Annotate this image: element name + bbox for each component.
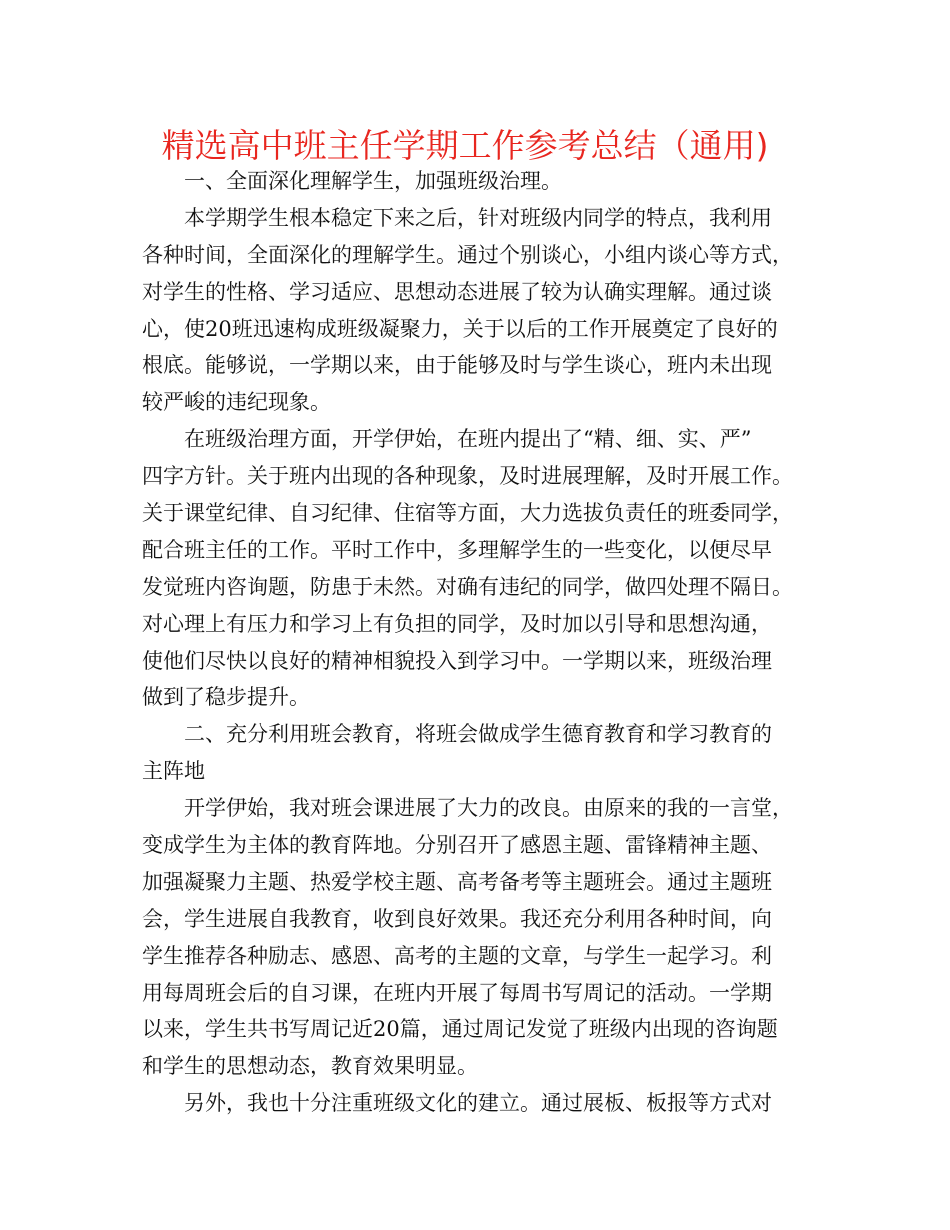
text-line: 加强凝聚力主题、热爱学校主题、高考备考等主题班会。通过主题班 — [142, 869, 772, 894]
text-line: 根底。能够说，一学期以来，由于能够及时与学生谈心，班内未出现 — [142, 353, 772, 378]
text-line: 心，使20班迅速构成班级凝聚力，关于以后的工作开展奠定了良好的 — [142, 316, 778, 341]
text-line: 对学生的性格、学习适应、思想动态进展了较为认确实理解。通过谈 — [142, 279, 772, 304]
text-line: 另外，我也十分注重班级文化的建立。通过展板、板报等方式对 — [184, 1091, 772, 1116]
text-line: 做到了稳步提升。 — [142, 685, 310, 710]
text-line: 各种时间，全面深化的理解学生。通过个别谈心，小组内谈心等方式， — [142, 242, 793, 267]
text-line: 学生推荐各种励志、感恩、高考的主题的文章，与学生一起学习。利 — [142, 943, 772, 968]
text-line: 和学生的思想动态，教育效果明显。 — [142, 1054, 478, 1079]
text-line: 本学期学生根本稳定下来之后，针对班级内同学的特点，我利用 — [184, 205, 772, 230]
text-line: 发觉班内咨询题，防患于未然。对确有违纪的同学，做四处理不隔日。 — [142, 574, 793, 599]
text-line: 配合班主任的工作。平时工作中，多理解学生的一些变化，以便尽早 — [142, 537, 772, 562]
text-line: 开学伊始，我对班会课进展了大力的改良。由原来的我的一言堂， — [184, 796, 793, 821]
text-line: 使他们尽快以良好的精神相貌投入到学习中。一学期以来，班级治理 — [142, 648, 772, 673]
text-line: 变成学生为主体的教育阵地。分别召开了感恩主题、雷锋精神主题、 — [142, 833, 772, 858]
text-line: 在班级治理方面，开学伊始，在班内提出了“精、细、实、严” — [184, 427, 752, 452]
text-line: 用每周班会后的自习课，在班内开展了每周书写周记的活动。一学期 — [142, 980, 772, 1005]
text-line: 对心理上有压力和学习上有负担的同学，及时加以引导和思想沟通， — [142, 611, 772, 636]
text-line: 一、全面深化理解学生，加强班级治理。 — [184, 169, 562, 193]
text-line: 主阵地 — [142, 759, 205, 784]
text-line: 以来，学生共书写周记近20篇，通过周记发觉了班级内出现的咨询题 — [142, 1017, 778, 1042]
document-body — [142, 163, 822, 1122]
text-line: 会，学生进展自我教育，收到良好效果。我还充分利用各种时间，向 — [142, 906, 772, 931]
text-line: 较严峻的违纪现象。 — [142, 390, 331, 415]
document-title: 精选高中班主任学期工作参考总结（通用) — [161, 126, 769, 165]
text-line: 二、充分利用班会教育，将班会做成学生德育教育和学习教育的 — [184, 722, 772, 747]
text-line: 关于课堂纪律、自习纪律、住宿等方面，大力选拔负责任的班委同学， — [142, 501, 793, 526]
text-line: 四字方针。关于班内出现的各种现象，及时进展理解，及时开展工作。 — [142, 464, 793, 489]
